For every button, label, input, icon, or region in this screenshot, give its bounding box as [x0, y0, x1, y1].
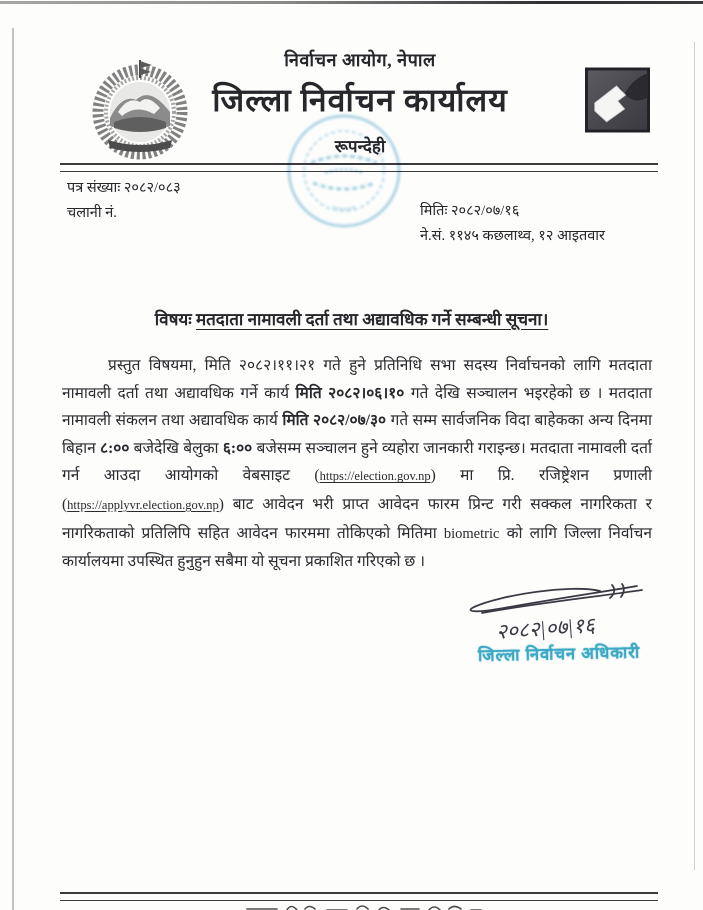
body-segment: बजेसम्म सञ्चालन हुने व्यहोरा जानकारी गराइन्छ। मतदाता नामावली दर्ता गर्न आउदा आयोगको वेबसाइट ( [62, 439, 652, 485]
subject-line [0, 307, 703, 330]
body-segment: मिति २०८२।०६।१० [295, 384, 405, 402]
header-divider [60, 163, 658, 172]
dispatch-number: चलानी नं. [67, 205, 117, 221]
body-segment: को लागि जिल्ला निर्वाचन कार्यालयमा उपस्थित हुनुहुन सबैमा यो सूचना प्रकाशित गरिएको छ । [62, 524, 652, 571]
nepal-sambat-date: ने.सं. ११४५ कछलाथ्व, १२ आइतवार [420, 228, 605, 244]
body-segment: गते सम्म सार्वजनिक विदा बाहेकका अन्य दिनमा बिहान [62, 412, 652, 457]
body-segment: गते देखि सञ्चालन भइरहेको छ । मतदाता नामावली संकलन तथा अद्यावधिक कार्य [62, 384, 652, 430]
body-segment: मिति २०८२/०७/३० [282, 412, 387, 430]
letter-body-paragraph [62, 352, 652, 576]
letter-number: पत्र संख्याः २०८२/०८३ [67, 180, 181, 196]
body-segment: प्रस्तुत विषयमा, मिति २०८२।११।२१ गते हुने प्रतिनिधि सभा सदस्य निर्वाचनको लागि मतदाता नामावली दर्ता तथा अद्यावधिक गर्ने कार्य [62, 357, 652, 402]
scan-top-edge-line [0, 1, 703, 4]
letter-date-block [420, 199, 605, 249]
handwritten-signature [452, 583, 657, 645]
scan-right-edge-line [694, 42, 695, 870]
letter-date: मितिः २०८२/०७/१६ [420, 203, 520, 219]
body-segment: https://election.gov.np [319, 469, 431, 484]
body-segment: biometric [443, 525, 500, 542]
footer-cutoff-glyphs [243, 901, 483, 910]
footer-divider [60, 892, 658, 901]
body-segment: बजेदेखि बेलुका [129, 439, 223, 457]
body-segment: https://applyvr.election.gov.np [67, 497, 219, 512]
body-segment: ६:०० [222, 439, 253, 457]
ballot-casting-hand-icon [585, 67, 650, 133]
district-name: रूपन्देही [334, 137, 386, 156]
handwritten-date: २०८२|०७|१६ [495, 613, 596, 644]
body-segment: ) मा प्रि. रजिष्ट्रेशन प्रणाली ( [62, 467, 652, 513]
scan-left-edge-line [12, 28, 14, 910]
office-title: जिल्ला निर्वाचन कार्यालय [212, 82, 508, 118]
designation-stamp: जिल्ला निर्वाचन अधिकारी [477, 642, 641, 666]
body-segment: ) बाट आवेदन भरी प्राप्त आवेदन फारम प्रिन्ट गरी सक्कल नागरिकता र नागरिकताको प्रतिलिपि सहित आवेदन फारममा तोकिएको मितिमा [62, 495, 652, 542]
letter-reference-block [67, 176, 181, 226]
commission-name: निर्वाचन आयोग, नेपाल [284, 50, 436, 70]
body-segment: ८:०० [100, 439, 130, 457]
letterhead [175, 48, 545, 157]
subject-label: विषयः [154, 310, 192, 329]
subject-title: मतदाता नामावली दर्ता तथा अद्यावधिक गर्ने सम्बन्धी सूचना। [195, 310, 549, 329]
